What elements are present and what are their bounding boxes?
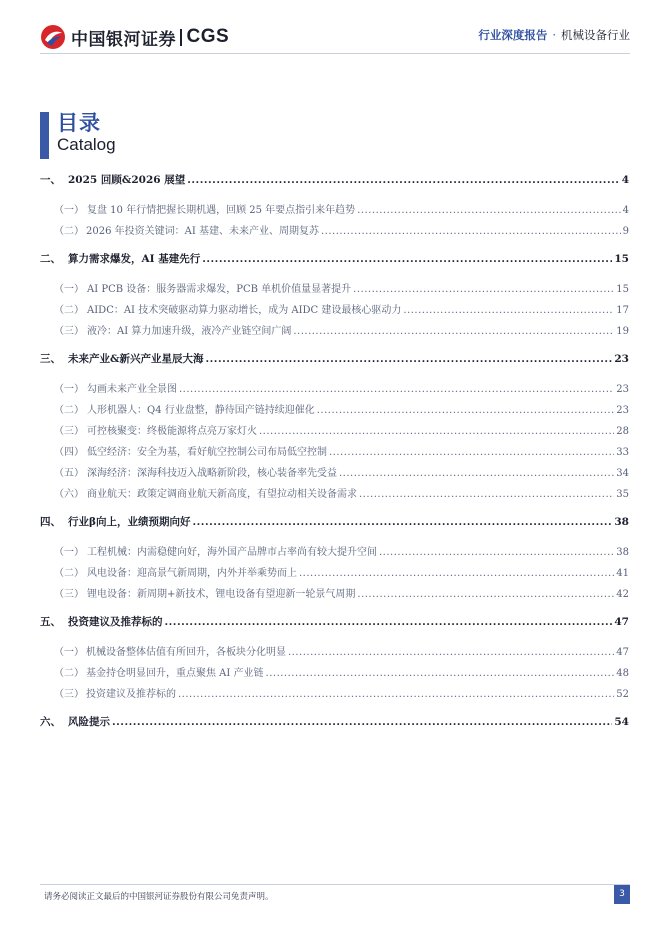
toc-section[interactable] (40, 464, 629, 482)
toc-page-number: 23 (616, 384, 629, 395)
toc-number: （一） (54, 205, 84, 216)
toc-chapter[interactable] (40, 514, 629, 532)
toc-leader-dots (165, 616, 613, 628)
toc-number: 二、 (40, 253, 61, 265)
toc-section[interactable] (40, 301, 629, 319)
logo-mark-icon (40, 24, 66, 50)
toc-section[interactable] (40, 401, 629, 419)
toc-page-number: 28 (616, 426, 629, 437)
toc-section[interactable] (40, 380, 629, 398)
toc-leader-dots (112, 716, 612, 728)
toc-section[interactable] (40, 485, 629, 503)
toc-title: 勾画未来产业全景图 (87, 384, 177, 395)
toc-leader-dots (329, 447, 614, 458)
toc-title: 投资建议及推荐标的 (68, 616, 163, 628)
toc-section[interactable] (40, 564, 629, 582)
toc-title: 行业β向上，业绩预期向好 (68, 516, 191, 528)
toc-number: （一） (54, 647, 84, 658)
toc-section[interactable] (40, 280, 629, 298)
toc-section[interactable] (40, 422, 629, 440)
toc-leader-dots (187, 174, 619, 186)
toc-leader-dots (317, 405, 615, 416)
toc-title: 工程机械：内需稳健向好，海外国产品牌市占率尚有较大提升空间 (87, 547, 377, 558)
toc-title: 可控核聚变：终极能源将点亮万家灯火 (87, 426, 257, 437)
toc-number: 五、 (40, 616, 61, 628)
title-accent-bar (40, 112, 49, 159)
toc-leader-dots (288, 647, 614, 658)
toc-section[interactable] (40, 685, 629, 703)
toc-page-number: 23 (616, 405, 629, 416)
toc-page-number: 23 (614, 353, 629, 365)
toc-title: 2026 年投资关键词：AI 基建、未来产业、周期复苏 (86, 226, 319, 237)
toc-page-number: 33 (616, 447, 629, 458)
toc-leader-dots (202, 253, 612, 265)
toc-title: 2025 回顾&2026 展望 (68, 174, 186, 186)
toc-page-number: 52 (616, 689, 629, 700)
toc-number: 四、 (40, 516, 61, 528)
toc-title: 机械设备整体估值有所回升，各板块分化明显 (86, 647, 286, 658)
toc-leader-dots (299, 568, 614, 579)
toc-title: 深海经济：深海科技迈入战略新阶段，核心装备率先受益 (87, 468, 337, 479)
toc-number: （二） (54, 405, 84, 416)
toc-chapter[interactable] (40, 714, 629, 732)
toc-section[interactable] (40, 643, 629, 661)
toc-title: 投资建议及推荐标的 (86, 689, 176, 700)
toc-page-number: 4 (622, 205, 629, 216)
toc-leader-dots (357, 589, 614, 600)
logo-chinese-name: 中国银河证券 (71, 29, 176, 50)
page-header (0, 0, 662, 60)
toc-chapter[interactable] (40, 251, 629, 269)
toc-page-number: 42 (616, 589, 629, 600)
toc-title: 基金持仓明显回升，重点聚焦 AI 产业链 (86, 668, 264, 679)
toc-number: （二） (54, 226, 84, 237)
toc-number: （二） (54, 568, 84, 579)
toc-title: 锂电设备：新周期+新技术，锂电设备有望迎新一轮景气周期 (87, 589, 356, 600)
header-divider (40, 53, 630, 54)
toc-page-number: 17 (616, 305, 629, 316)
toc-number: （三） (54, 589, 84, 600)
toc-section[interactable] (40, 201, 629, 219)
toc-title: 复盘 10 年行情把握长期机遇，回顾 25 年要点指引来年趋势 (87, 205, 356, 216)
toc-leader-dots (359, 489, 614, 500)
toc-number: （一） (54, 384, 84, 395)
toc-title: 算力需求爆发，AI 基建先行 (68, 253, 201, 265)
logo-english-name: CGS (186, 26, 230, 47)
toc-number: 一、 (40, 174, 61, 186)
footer-divider (40, 884, 630, 885)
toc-page-number: 4 (621, 174, 629, 186)
toc-number: （一） (54, 547, 84, 558)
toc-section[interactable] (40, 585, 629, 603)
toc-leader-dots (357, 205, 620, 216)
toc-leader-dots (353, 284, 614, 295)
toc-page-number: 48 (616, 668, 629, 679)
toc-leader-dots (379, 547, 614, 558)
toc-chapter[interactable] (40, 172, 629, 190)
toc-leader-dots (339, 468, 614, 479)
page-subtitle: Catalog (57, 135, 116, 154)
toc-number: （五） (54, 468, 84, 479)
toc-number: （三） (54, 326, 84, 337)
toc-page-number: 41 (616, 568, 629, 579)
toc-chapter[interactable] (40, 351, 629, 369)
toc-leader-dots (266, 668, 615, 679)
industry-name: 机械设备行业 (561, 28, 630, 42)
toc-number: （三） (54, 426, 84, 437)
toc-leader-dots (403, 305, 614, 316)
footer-disclaimer: 请务必阅读正文最后的中国银河证券股份有限公司免责声明。 (44, 892, 274, 902)
logo-divider (180, 29, 182, 46)
toc-page-number: 35 (616, 489, 629, 500)
toc-page-number: 15 (614, 253, 629, 265)
toc-section[interactable] (40, 543, 629, 561)
toc-title: 低空经济：安全为基，看好航空控制公司布局低空控制 (87, 447, 327, 458)
toc-number: 六、 (40, 716, 61, 728)
toc-page-number: 47 (616, 647, 629, 658)
toc-section[interactable] (40, 664, 629, 682)
toc-title: AI PCB 设备：服务器需求爆发，PCB 单机价值量显著提升 (87, 284, 352, 295)
toc-leader-dots (192, 516, 612, 528)
toc-page-number: 19 (616, 326, 629, 337)
toc-page-number: 34 (616, 468, 629, 479)
toc-number: 三、 (40, 353, 61, 365)
report-category (478, 27, 630, 43)
toc-section[interactable] (40, 222, 629, 240)
header-separator: · (552, 28, 556, 42)
toc-leader-dots (179, 384, 614, 395)
toc-title: 人形机器人：Q4 行业盘整，静待国产链持续迎催化 (87, 405, 315, 416)
toc-page-number: 15 (616, 284, 629, 295)
page-title: 目录 (57, 111, 101, 135)
toc-number: （二） (54, 668, 84, 679)
toc-number: （三） (54, 689, 84, 700)
toc-title: 风电设备：迎高景气新周期，内外并举乘势而上 (87, 568, 297, 579)
toc-leader-dots (293, 326, 614, 337)
toc-section[interactable] (40, 443, 629, 461)
toc-title: 商业航天：政策定调商业航天新高度，有望拉动相关设备需求 (87, 489, 357, 500)
toc-number: （六） (54, 489, 84, 500)
toc-title: 风险提示 (68, 716, 110, 728)
toc-leader-dots (178, 689, 614, 700)
toc-page-number: 38 (614, 516, 629, 528)
toc-title: 未来产业&新兴产业星辰大海 (68, 353, 204, 365)
toc-page-number: 47 (614, 616, 629, 628)
page-number: 3 (614, 885, 630, 904)
toc-leader-dots (205, 353, 612, 365)
toc-number: （一） (54, 284, 84, 295)
toc-page-number: 9 (622, 226, 629, 237)
toc-title: AIDC：AI 技术突破驱动算力驱动增长，成为 AIDC 建设最核心驱动力 (87, 305, 402, 316)
toc-chapter[interactable] (40, 614, 629, 632)
toc-title: 液冷：AI 算力加速升级，液冷产业链空间广阔 (87, 326, 292, 337)
toc-leader-dots (321, 226, 621, 237)
toc-number: （四） (54, 447, 84, 458)
toc-section[interactable] (40, 322, 629, 340)
toc-page-number: 38 (616, 547, 629, 558)
report-type: 行业深度报告 (478, 28, 548, 42)
toc-page-number: 54 (614, 716, 629, 728)
toc-number: （二） (54, 305, 84, 316)
company-logo (40, 23, 229, 51)
toc-leader-dots (259, 426, 614, 437)
